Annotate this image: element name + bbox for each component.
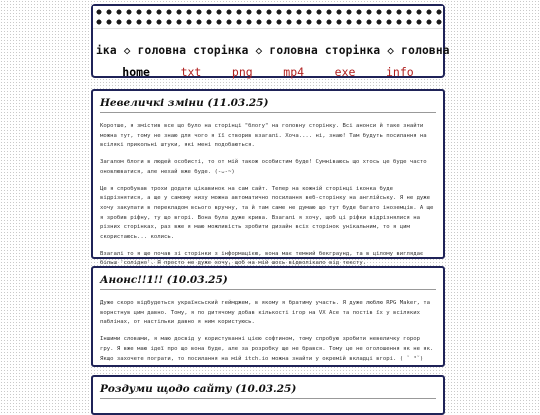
- post-title: Анонс!!1!! (10.03.25): [100, 274, 436, 290]
- site-header: [91, 4, 450, 79]
- post-paragraph: Коротше, я змістив все що було на сторінці "блогу" на головну сторінку. Всі анонси й таке знайти можна тут, тому не знаю для чого я її створив взагалі. Хоча.... ні, знаю! Там будуть посилання на всілякі прикольні штуки, які мені подобаються.: [100, 123, 427, 149]
- nav-info[interactable]: info: [386, 65, 414, 79]
- blog-post: [91, 89, 445, 267]
- nav-png[interactable]: png: [231, 65, 253, 79]
- blog-post: [91, 375, 445, 415]
- header-marquee: іка ◇ головна сторінка ◇ головна сторінка ◇ головна: [96, 44, 450, 57]
- nav-txt[interactable]: txt: [180, 65, 202, 79]
- nav-home[interactable]: home: [122, 65, 150, 79]
- main-nav: [93, 65, 443, 79]
- post-paragraph: Загалом блоги в людей особисті, то от мій також особистим буде! Сумніваюсь що хтось це буде часто оновлюватися, але нехай вже буде. (-ᴗ-~): [100, 159, 427, 175]
- nav-mp4[interactable]: mp4: [283, 65, 305, 79]
- post-paragraph: Іншими словами, я маю досвід у користуванні цією софтином, тому спробую зробити невеличку горор гру. Я вже маю ідеї про що вона буде, але за розробку ще не брався. Тому це не оголошення як не як. Якщо захочете пограти, то посилання на мій itch.io можна знайти у окремій вкладці вгорі. ( ˘ ³˘): [100, 336, 434, 362]
- post-title: Роздуми щодо сайту (10.03.25): [100, 383, 436, 399]
- polka-dot-banner: [93, 6, 443, 29]
- post-paragraph: Взагалі то я ще почав зі сторінки з інформацією, вона має темний бекграунд, та в цілому виглядає більш 'солідно'. Я просто не дуже хочу, щоб на мій шось відволікало від тексту.: [100, 250, 424, 267]
- post-paragraph: Це я спробував трохи додати цікавинок на сам сайт. Тепер на кожній сторінці іконка буде відрізнятися, а ще у самому низу можна автоматично посилання веб-сторінку на англійську. Я не дуже хочу закупати в перекладом всього вручну, та й там саме не думаю що тут буде багато іноземців. А ще я зробив ріфну, ту що вгорі. Вона була дуже крива. Взагалі я хочу, щоб ці ріфки відрізнялися на різних сторінках, раз вже я маю можливість зробити дизайн всіх сторінок унікальним, то я цим скористаюсь... колись.: [100, 185, 434, 241]
- nav-exe[interactable]: exe: [334, 65, 356, 79]
- blog-post: [91, 266, 445, 367]
- post-paragraph: Дуже скоро відбудеться українсьский геймджем, в якому я братиму участь. Я дуже люблю RPG Maker, та ворнстнув цим давно. Тому, я по дитячому добав кількості ігор на VX Ace та постів їх у всіляких паблінах, от настільки давно я ним користуюсь.: [100, 300, 431, 326]
- post-title: Невеличкі зміни (11.03.25): [100, 97, 436, 113]
